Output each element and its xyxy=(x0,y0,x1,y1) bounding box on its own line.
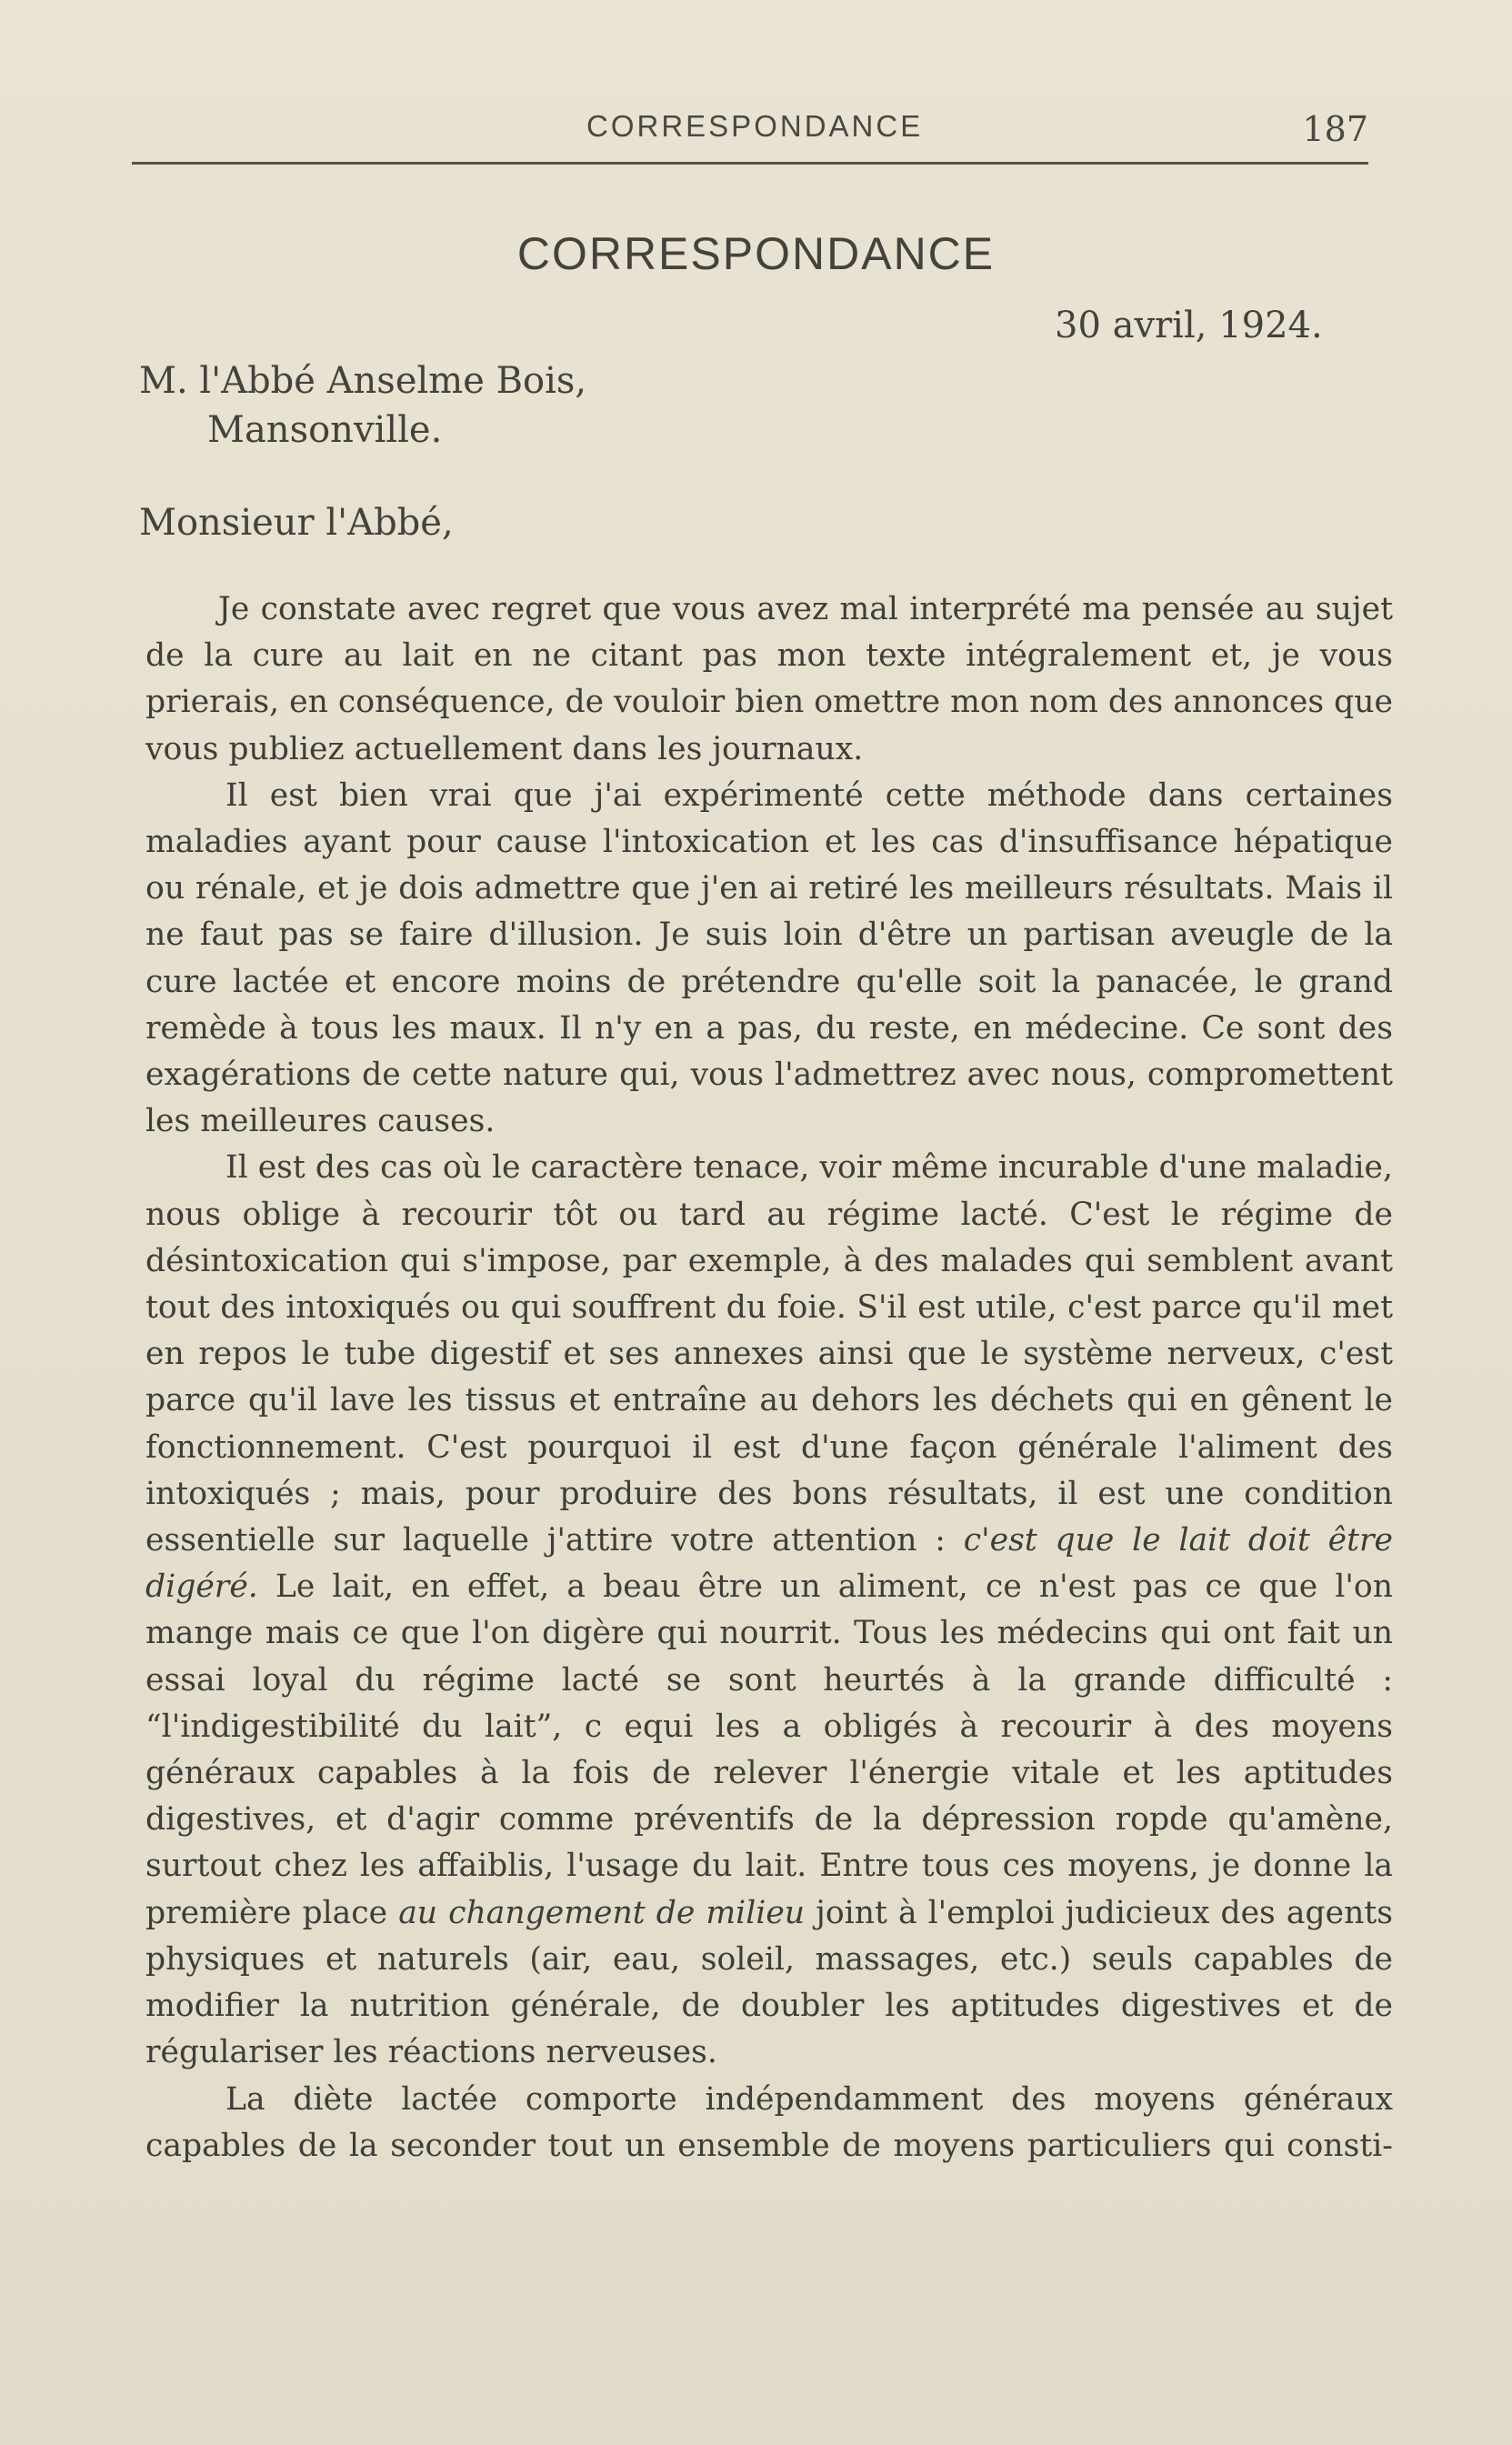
addressee xyxy=(139,356,586,455)
salutation: Monsieur l'Abbé, xyxy=(139,502,454,544)
addressee-place: Mansonville. xyxy=(207,409,443,451)
emphasis-digested: c'est que le lait doit être digéré. xyxy=(145,1522,1393,1606)
paragraph-text: Le lait, en effet, a beau être un aliment, ce n'est pas ce que l'on mange mais ce que l'on digère qui nourrit. Tous les médecins qui ont fait un essai loyal du régime lacté se sont heurtés à la grande difficulté : “l'indigestibilité du lait”, c equi les a obligés à recourir à des moyens généraux capables à la fois de relever l'énergie vitale et les aptitudes digestives, et d'agir comme préventifs de la dépression ropde qu'amène, surtout chez les affaiblis, l'usage du lait. Entre tous ces moyens, je donne la première place xyxy=(145,1568,1393,1931)
letter-date: 30 avril, 1924. xyxy=(1055,305,1323,346)
letter-body xyxy=(145,586,1393,2169)
paragraph xyxy=(145,1145,1393,2076)
paragraph: La diète lactée comporte indépendamment des moyens généraux capables de la seconder tout un ensemble de moyens particuliers qui consti- xyxy=(145,2080,1393,2164)
paragraph-text: Il est des cas où le caractère tenace, voir même incurable d'une maladie, nous oblige à recourir tôt ou tard au régime lacté. C'est le régime de désintoxication qui s'impose, par exemple, à des malades qui semblent avant tout des intoxiqués ou qui souffrent du foie. S'il est utile, c'est parce qu'il met en repos le tube digestif et ses annexes ainsi que le système nerveux, c'est parce qu'il lave les tissus et entraîne au dehors les déchets qui en gênent le fonctionnement. C'est pourquoi il est d'une façon générale l'aliment des intoxiqués ; mais, pour produire des bons résultats, il est une condition essentielle sur laquelle j'attire votre attention : xyxy=(145,1149,1393,1559)
paragraph: Il est bien vrai que j'ai expérimenté cette méthode dans certaines maladies ayant pour cause l'intoxication et les cas d'insuffisance hépatique ou rénale, et je dois admettre que j'en ai retiré les meilleurs résultats. Mais il ne faut pas se faire d'illusion. Je suis loin d'être un partisan aveugle de la cure lactée et encore moins de prétendre qu'elle soit la panacée, le grand remède à tous les maux. Il n'y en a pas, du reste, en médecine. Ce sont des exagérations de cette nature qui, vous l'admettrez avec nous, compromettent les meilleures causes. xyxy=(145,777,1393,1140)
paragraph-text: joint à l'emploi judicieux des agents physiques et naturels (air, eau, soleil, massages, etc.) seuls capables de modifier la nutrition générale, de doubler les aptitudes digestives et de régulariser les réactions nerveuses. xyxy=(145,1894,1393,2071)
article-title: CORRESPONDANCE xyxy=(516,228,996,279)
emphasis-change-of-environment: au changement de milieu xyxy=(398,1894,806,1931)
page-number: 187 xyxy=(1302,109,1368,149)
addressee-name: M. l'Abbé Anselme Bois, xyxy=(139,360,587,402)
running-head xyxy=(132,109,1368,149)
running-title: CORRESPONDANCE xyxy=(586,109,924,143)
paragraph: Je constate avec regret que vous avez mal interprété ma pensée au sujet de la cure au lait en ne citant pas mon texte intégralement et, je vous prierais, en conséquence, de vouloir bien omettre mon nom des annonces que vous publiez actuellement dans les journaux. xyxy=(145,591,1393,767)
header-rule xyxy=(132,162,1368,165)
